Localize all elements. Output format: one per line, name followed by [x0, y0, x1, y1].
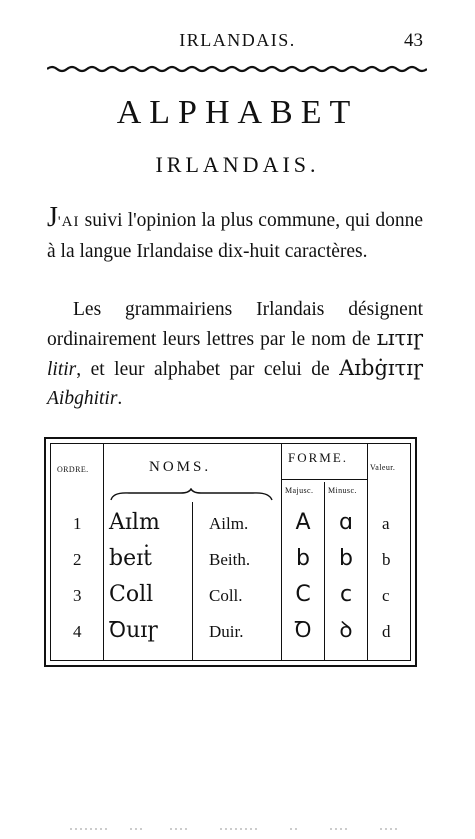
scan-artifact-marks [50, 826, 430, 832]
paragraph-text-middle: , et leur alphabet par celui de [76, 359, 340, 380]
header-ordre: ORDRE. [57, 465, 89, 474]
column-divider [324, 482, 325, 660]
row-4-valeur: d [382, 622, 391, 641]
paragraph-intro [47, 203, 423, 266]
noms-brace [109, 488, 274, 502]
row-4-minuscule: ꝺ [339, 618, 353, 643]
forme-underline [281, 479, 367, 480]
page-subtitle: IRLANDAIS. [155, 152, 320, 177]
alphabet-table [44, 437, 417, 667]
row-1-minuscule: ɑ [339, 510, 353, 535]
italic-word-litir: litir [47, 359, 77, 380]
row-3-majuscule: C [295, 582, 311, 607]
paragraph-grammarians [47, 295, 423, 413]
header-minusc: Minusc. [328, 486, 357, 495]
header-valeur: Valeur. [370, 463, 396, 472]
dropcap: J [47, 202, 58, 233]
row-1-name: Ailm. [209, 514, 249, 533]
running-head: IRLANDAIS. [179, 30, 296, 50]
row-1-ordre: 1 [73, 514, 82, 533]
header-majusc: Majusc. [285, 486, 314, 495]
row-2-valeur: b [382, 550, 391, 569]
page-number: 43 [404, 30, 423, 51]
smallcaps-text: 'AI [57, 214, 80, 230]
irish-word-aibghitir: Aɪbġɪτɪɼ [339, 356, 423, 380]
header-forme: FORME. [288, 450, 349, 465]
row-1-majuscule: A [295, 510, 311, 535]
row-4-majuscule: Ꝺ [294, 618, 312, 643]
alphabet-table-inner [50, 443, 411, 661]
row-3-irish-name: Coll [109, 582, 154, 607]
row-4-name: Duir. [209, 622, 244, 641]
header-noms: NOMS. [149, 459, 212, 475]
row-2-name: Beith. [209, 550, 251, 569]
row-3-ordre: 3 [73, 586, 82, 605]
row-3-valeur: c [382, 586, 390, 605]
row-2-irish-name: beɪṫ [109, 546, 152, 571]
row-2-minuscule: b [339, 546, 353, 571]
row-1-irish-name: Aɪlm [109, 510, 160, 535]
column-divider [281, 444, 282, 660]
paragraph-intro-text: suivi l'opinion la plus commune, qui donne à la langue Irlandaise dix-huit caractères. [47, 210, 423, 262]
row-1-valeur: a [382, 514, 390, 533]
wavy-rule-divider [47, 63, 427, 75]
row-4-irish-name: Ꝺuɪɼ [109, 618, 158, 643]
italic-word-aibghitir: Aibghitir [47, 388, 118, 409]
paragraph-text-before: Les grammairiens Irlandais désignent ordinairement leurs lettres par le nom de [47, 299, 423, 350]
column-divider [192, 502, 193, 660]
column-divider [103, 444, 104, 660]
paragraph-text-end: . [117, 388, 123, 409]
column-divider [367, 444, 368, 660]
page-title: ALPHABET [116, 94, 359, 131]
row-3-name: Coll. [209, 586, 243, 605]
row-3-minuscule: c [339, 582, 353, 607]
row-4-ordre: 4 [73, 622, 82, 641]
irish-word-litir: ʟɪτɪɼ [376, 326, 423, 350]
row-2-ordre: 2 [73, 550, 82, 569]
row-2-majuscule: b [296, 546, 310, 571]
